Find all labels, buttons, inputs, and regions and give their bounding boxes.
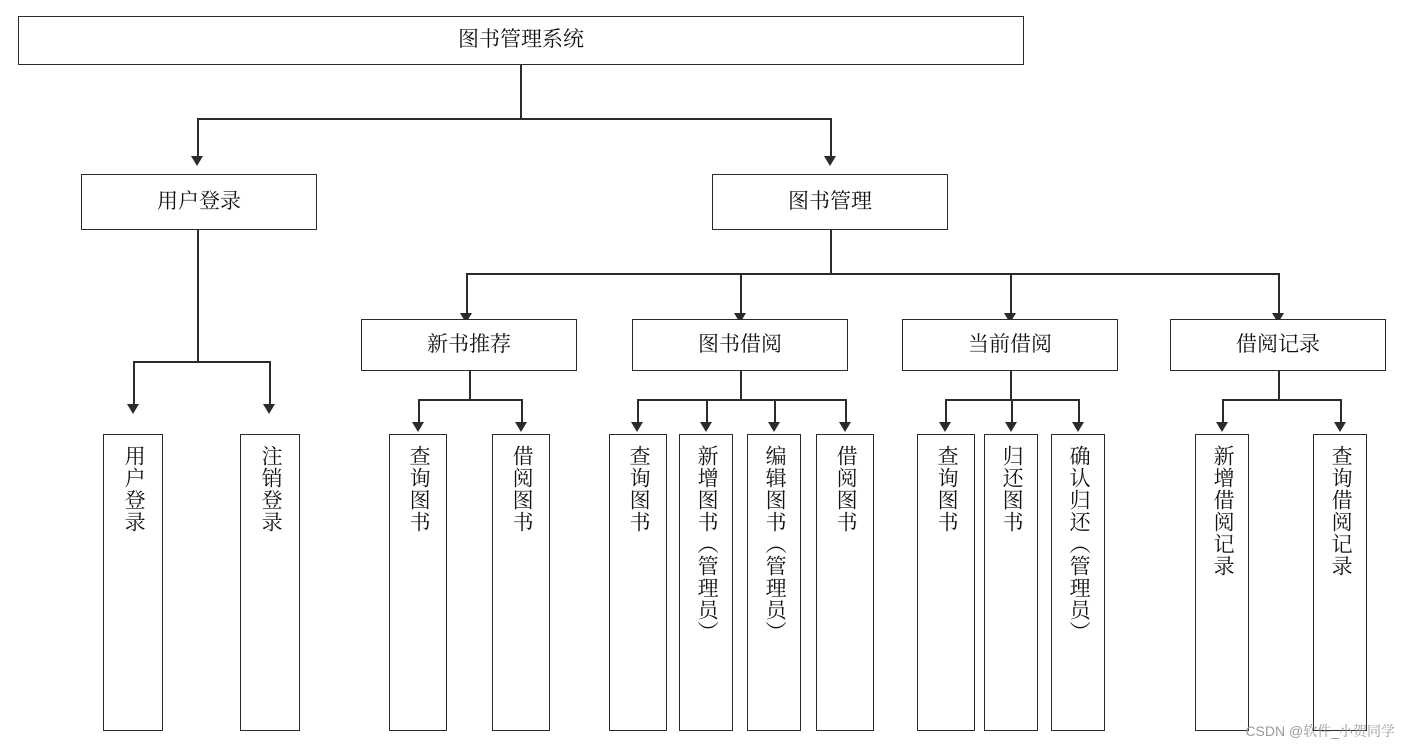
arrow-bb-to-lend (839, 422, 851, 432)
arrow-login-to-userlogin (127, 404, 139, 414)
node-book-borrow: 图书借阅 (632, 319, 848, 371)
arrow-cur-to-query (939, 422, 951, 432)
leaf-borrow-edit-book: 编辑图书（管理员） (747, 434, 801, 731)
connector-root-to-login (197, 118, 199, 160)
arrow-bb-to-edit (768, 422, 780, 432)
connector-newbook-stem (469, 371, 471, 400)
connector-record-bus (1222, 399, 1340, 401)
leaf-record-add: 新增借阅记录 (1195, 434, 1249, 731)
leaf-rec-borrow-book: 借阅图书 (492, 434, 550, 731)
connector-bookmanage-bus (466, 273, 1278, 275)
connector-root-stem (520, 65, 522, 119)
arrow-login-to-logout (263, 404, 275, 414)
connector-login-bus (133, 361, 269, 363)
connector-record-stem (1278, 371, 1280, 400)
connector-bookborrow-stem (740, 371, 742, 400)
connector-bm-to-borrow (740, 273, 742, 316)
node-user-login: 用户登录 (81, 174, 317, 230)
connector-bm-to-newbook (466, 273, 468, 316)
leaf-rec-query-book: 查询图书 (389, 434, 447, 731)
leaf-borrow-lend-book: 借阅图书 (816, 434, 874, 731)
arrow-bb-to-add (700, 422, 712, 432)
watermark-text: CSDN @软件_小贺同学 (1245, 723, 1395, 739)
node-book-manage: 图书管理 (712, 174, 948, 230)
leaf-record-search: 查询借阅记录 (1313, 434, 1367, 731)
leaf-user-login: 用户登录 (103, 434, 163, 731)
node-borrow-record: 借阅记录 (1170, 319, 1386, 371)
connector-bm-to-record (1278, 273, 1280, 316)
leaf-borrow-add-book: 新增图书（管理员） (679, 434, 733, 731)
arrow-root-to-login (191, 156, 203, 166)
arrow-cur-to-return (1005, 422, 1017, 432)
connector-bookmanage-stem (830, 230, 832, 274)
connector-login-to-logout (269, 361, 271, 407)
arrow-newbook-to-borrow (515, 422, 527, 432)
arrow-newbook-to-query (412, 422, 424, 432)
arrow-bb-to-query (631, 422, 643, 432)
node-current-borrow: 当前借阅 (902, 319, 1118, 371)
connector-root-to-bookmanage (830, 118, 832, 160)
connector-bookborrow-bus (637, 399, 845, 401)
connector-bm-to-current (1010, 273, 1012, 316)
connector-current-stem (1010, 371, 1012, 400)
arrow-rec-to-search (1334, 422, 1346, 432)
connector-newbook-bus (418, 399, 521, 401)
arrow-root-to-bookmanage (824, 156, 836, 166)
connector-login-to-userlogin (133, 361, 135, 407)
leaf-current-query-book: 查询图书 (917, 434, 975, 731)
node-new-book-recommend: 新书推荐 (361, 319, 577, 371)
node-root: 图书管理系统 (18, 16, 1024, 65)
leaf-current-return-book: 归还图书 (984, 434, 1038, 731)
leaf-borrow-query-book: 查询图书 (609, 434, 667, 731)
connector-root-bus (197, 118, 831, 120)
leaf-logout: 注销登录 (240, 434, 300, 731)
arrow-cur-to-confirm (1072, 422, 1084, 432)
leaf-current-confirm-return: 确认归还（管理员） (1051, 434, 1105, 731)
connector-login-stem (197, 230, 199, 362)
arrow-rec-to-add (1216, 422, 1228, 432)
